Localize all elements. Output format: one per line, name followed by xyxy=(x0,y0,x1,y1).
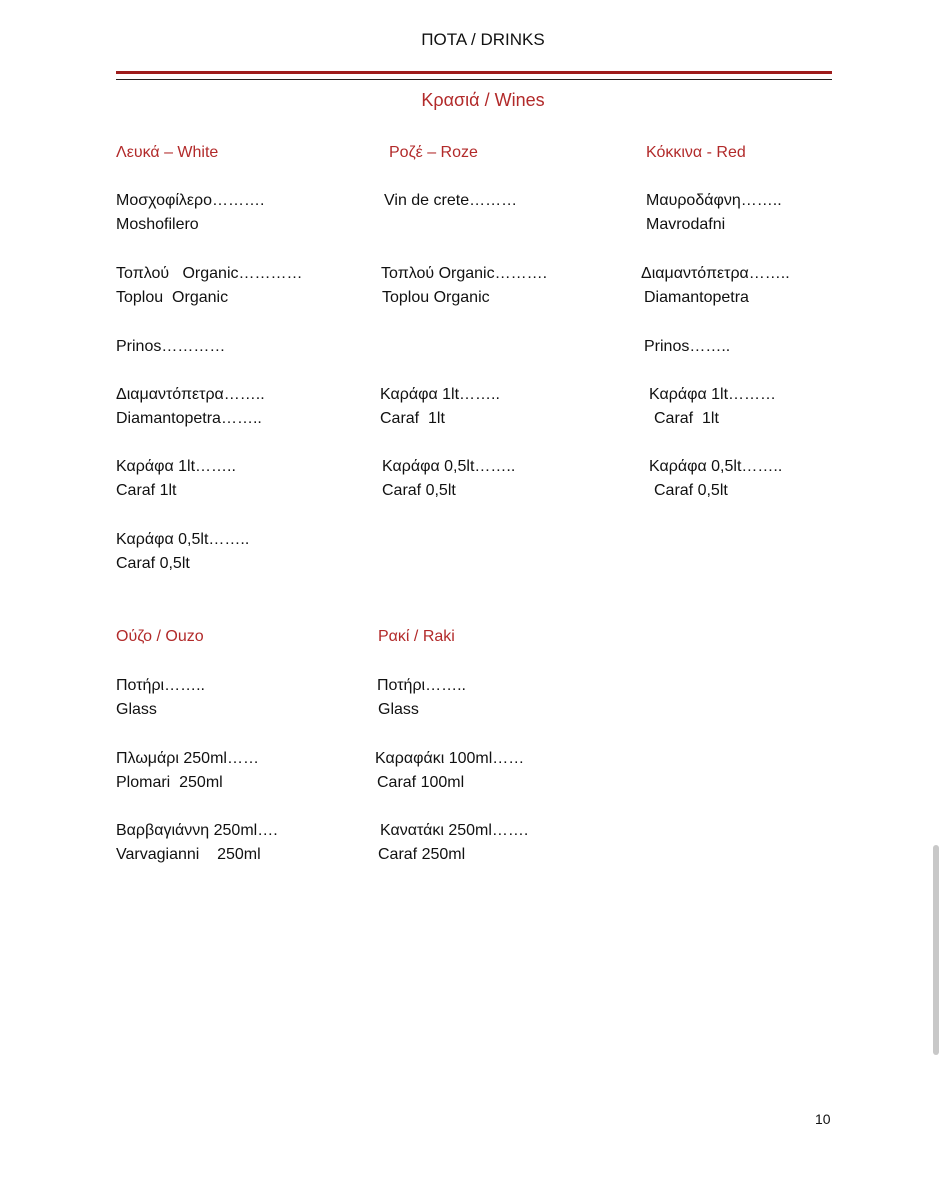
item-name: Ποτήρι…….. xyxy=(377,677,466,694)
item-name: Βαρβαγιάννη 250ml…. xyxy=(116,822,278,839)
heading-white: Λευκά – White xyxy=(116,144,219,161)
item-name-en: Moshofilero xyxy=(116,216,199,233)
item-name: Μαυροδάφνη…….. xyxy=(646,192,782,209)
item-name-en: Caraf 1lt xyxy=(654,410,719,427)
heading-ouzo: Ούζο / Ouzo xyxy=(116,628,204,645)
item-name-en: Caraf 100ml xyxy=(377,774,465,791)
divider-red xyxy=(116,71,832,74)
item-name-en: Caraf 1lt xyxy=(380,410,445,427)
item-name-en: Caraf 1lt xyxy=(116,482,177,499)
item-name: Καραφάκι 100ml…… xyxy=(375,750,525,767)
item-name-en: Plomari 250ml xyxy=(116,774,223,791)
item-name: Διαμαντόπετρα…….. xyxy=(641,265,790,282)
divider-black xyxy=(116,79,832,80)
item-name: Κανατάκι 250ml……. xyxy=(380,822,529,839)
item-name-en: Glass xyxy=(116,701,157,718)
item-name: Prinos…….. xyxy=(644,338,731,355)
item-name: Καράφα 1lt……… xyxy=(649,386,777,403)
item-name-en: Glass xyxy=(378,701,419,718)
item-name-en: Toplou Organic xyxy=(382,289,490,306)
item-name: Πλωμάρι 250ml…… xyxy=(116,750,259,767)
item-name: Τοπλού Organic………… xyxy=(116,265,303,282)
item-name: Καράφα 0,5lt…….. xyxy=(649,458,783,475)
page-number: 10 xyxy=(815,1111,831,1127)
section-title-wines: Κρασιά / Wines xyxy=(421,90,545,110)
item-name: Τοπλού Organic………. xyxy=(381,265,548,282)
item-name: Καράφα 1lt…….. xyxy=(116,458,236,475)
scrollbar[interactable] xyxy=(933,845,939,1055)
item-name: Vin de crete……… xyxy=(384,192,518,209)
item-name-en: Caraf 0,5lt xyxy=(654,482,728,499)
item-name: Καράφα 1lt…….. xyxy=(380,386,500,403)
item-name-en: Toplou Organic xyxy=(116,289,229,306)
item-name-en: Varvagianni 250ml xyxy=(116,846,261,863)
item-name: Διαμαντόπετρα…….. xyxy=(116,386,265,403)
item-name: Μοσχοφίλερο………. xyxy=(116,192,265,209)
item-name: Prinos………… xyxy=(116,338,226,355)
item-name-en: Diamantopetra…….. xyxy=(116,410,262,427)
item-name-en: Caraf 0,5lt xyxy=(116,555,190,572)
item-name-en: Caraf 250ml xyxy=(378,846,466,863)
item-name-en: Mavrodafni xyxy=(646,216,726,233)
item-name: Καράφα 0,5lt…….. xyxy=(116,531,250,548)
page-title: ΠΟΤΑ / DRINKS xyxy=(421,30,545,49)
heading-rose: Ροζέ – Roze xyxy=(389,144,478,161)
item-name-en: Caraf 0,5lt xyxy=(382,482,456,499)
heading-raki: Ρακί / Raki xyxy=(378,628,455,645)
item-name: Ποτήρι…….. xyxy=(116,677,205,694)
heading-red: Κόκκινα - Red xyxy=(646,144,746,161)
item-name: Καράφα 0,5lt…….. xyxy=(382,458,516,475)
item-name-en: Diamantopetra xyxy=(644,289,749,306)
